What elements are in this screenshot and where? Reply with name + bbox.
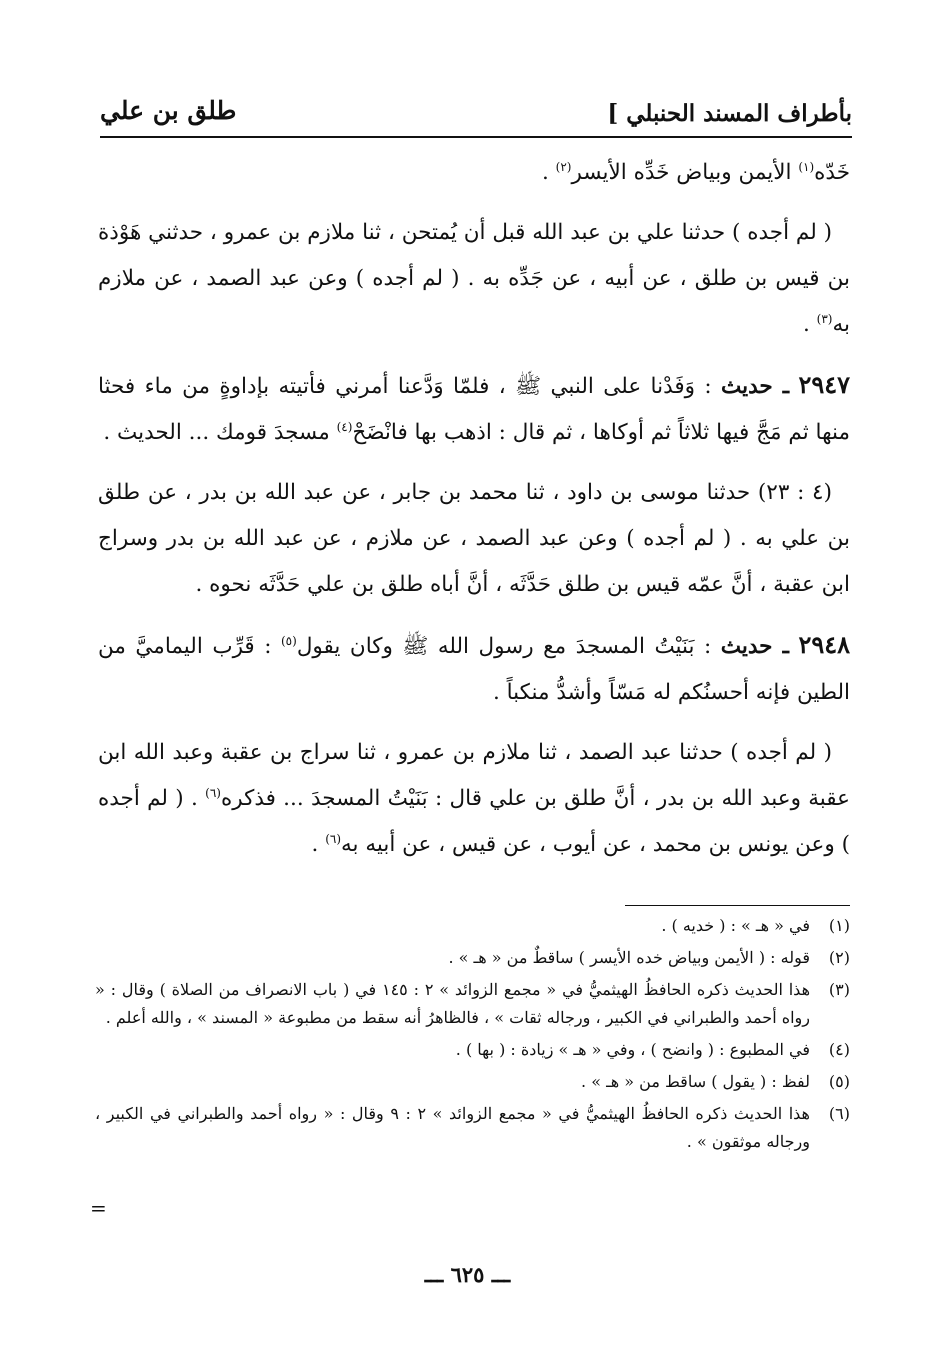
footnote-number: (٢) <box>828 948 850 967</box>
footnote <box>95 976 850 1032</box>
hadith-label: ـ حديث <box>721 374 790 399</box>
text-run: خَدّه <box>814 160 850 185</box>
text-run: . <box>802 312 817 337</box>
footnote-ref: (٦) <box>205 785 221 800</box>
text-run: (٤ : ٢٣) حدثنا موسى بن داود ، ثنا محمد بن جابر ، عن عبد الله بن بدر ، عن طلق بن علي به . ( لم أجده ) وعن عبد الصمد ، عن ملازم ، عن عبد الله بن بدر وسراج ابن عقبة ، أنَّ عمّه قيس بن طلق حَدَّثَه ، أنَّ أباه طلق بن علي حَدَّثَه نحوه . <box>98 480 850 597</box>
footnote-text: في المطبوع : ( وانضح ) ، وفي « هـ » زيادة : ( بها ) . <box>455 1040 810 1059</box>
paragraph-continuation <box>98 150 850 196</box>
text-run: . ( لم أجده ) وعن يونس بن محمد ، عن أيوب ، عن قيس ، عن أبيه به <box>98 786 850 857</box>
footnote-number: (٤) <box>828 1040 850 1059</box>
footnote-separator <box>625 905 850 906</box>
footnote-number: (٦) <box>828 1104 850 1123</box>
hadith-number: ٢٩٤٧ <box>798 370 850 399</box>
footnote-ref: (٢) <box>555 159 572 174</box>
paragraph-source <box>98 470 850 608</box>
footnote-ref: (٤) <box>336 419 353 434</box>
footnote-number: (٣) <box>828 980 850 999</box>
running-header <box>100 96 852 138</box>
footnote-text: لفظ : ( يقول ) ساقط من « هـ » . <box>581 1072 810 1091</box>
footnote-text: في « هـ » : ( خديه ) . <box>661 916 810 935</box>
hadith-entry <box>98 622 850 716</box>
continuation-mark: = <box>90 1196 107 1220</box>
paragraph-source <box>98 210 850 348</box>
running-header-book-title: بأطراف المسند الحنبلي ] <box>607 100 852 127</box>
hadith-number: ٢٩٤٨ <box>798 630 850 659</box>
main-text <box>98 150 850 882</box>
footnote-text: هذا الحديث ذكره الحافظُ الهيثميُّ في « مجمع الزوائد » ٢ : ٩ وقال : « رواه أحمد والطبراني في الكبير ، ورجاله موثقون » . <box>95 1104 810 1151</box>
footnote-ref: (١) <box>798 159 815 174</box>
text-run: ( لم أجده ) حدثنا علي بن عبد الله قبل أن يُمتحن ، ثنا ملازم بن عمرو ، حدثني هَوْذة بن قيس بن طلق ، عن أبيه ، عن جَدِّه به . ( لم أجده ) وعن عبد الصمد ، عن ملازم به <box>98 220 850 337</box>
text-run: الأيمن وبياض خَدِّه الأيسر <box>571 160 799 185</box>
text-run: ( لم أجده ) حدثنا عبد الصمد ، ثنا ملازم بن عمرو ، ثنا سراج بن عقبة وعبد الله ابن عقبة وعبد الله بن بدر ، أنَّ طلق بن علي قال : بَنَيْتُ المسجدَ ... فذكره <box>98 740 850 811</box>
footnote <box>95 912 850 940</box>
hadith-entry <box>98 362 850 456</box>
footnote-text: هذا الحديث ذكره الحافظُ الهيثميُّ في « مجمع الزوائد » ٢ : ١٤٥ في ( باب الانصراف من الصلاة ) وقال : « رواه أحمد والطبراني في الكبير ، ورجاله ثقات » ، فالظاهرُ أنه سقط من مطبوعة « المسند » ، والله أعلم . <box>95 980 811 1027</box>
footnote <box>95 1068 850 1096</box>
text-run: : وَفَدْنا على النبي ﷺ ، فلمّا وَدَّعنا أمرني فأتيته بإداوةٍ من ماء فحثا منها ثم مَجَّ فيها ثلاثاً ثم أوكاها ، ثم قال : اذهب بها فانْضَحْ <box>98 374 850 445</box>
footnote-ref: (٦) <box>325 831 342 846</box>
page-number: ـــ ٦٢٥ ـــ <box>424 1262 511 1287</box>
running-header-chapter-title: طلق بن علي <box>100 96 237 125</box>
footnote-number: (١) <box>828 916 850 935</box>
hadith-label: ـ حديث <box>720 634 789 659</box>
text-run: : قَرِّب اليماميَّ من الطين فإنه أحسنُكم له مَسّاً وأشدُّ منكباً . <box>98 634 850 705</box>
paragraph-source <box>98 730 850 868</box>
footnote-text: قوله : ( الأيمن وبياض خده الأيسر ) ساقطٌ من « هـ » . <box>448 948 810 967</box>
footnote <box>95 944 850 972</box>
footnote <box>95 1100 850 1156</box>
footnote <box>95 1036 850 1064</box>
text-run: : بَنَيْتُ المسجدَ مع رسول الله ﷺ وكان يقول <box>296 634 721 659</box>
footnotes <box>95 912 850 1160</box>
text-run: . <box>541 160 556 185</box>
footnote-ref: (٣) <box>816 311 833 326</box>
text-run: مسجدَ قومك ... الحديث . <box>103 420 337 445</box>
footnote-number: (٥) <box>828 1072 850 1091</box>
text-run: . <box>311 832 326 857</box>
footnote-ref: (٥) <box>280 633 297 648</box>
